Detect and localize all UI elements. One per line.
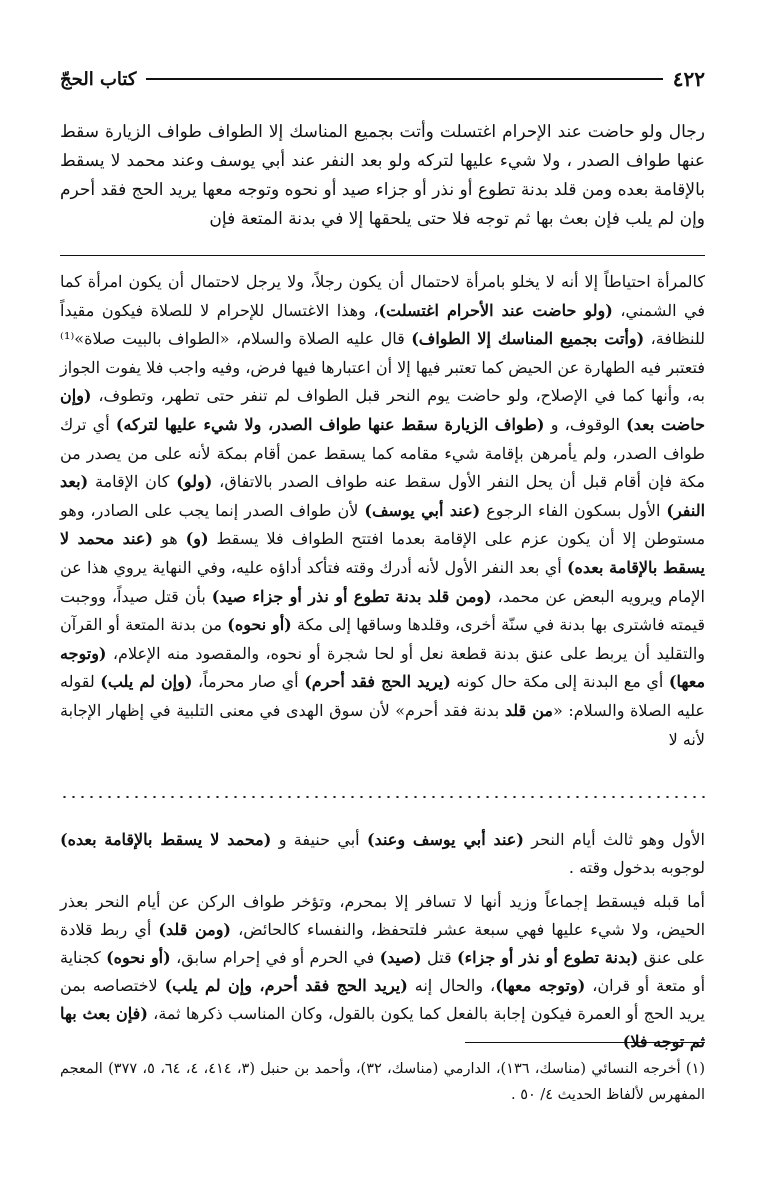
commentary-text: لقوله عليه الصلاة والسلام: «	[60, 672, 705, 720]
commentary-paragraph	[60, 268, 705, 754]
main-text-divider	[60, 255, 705, 256]
gloss-text: ، والحال إنه	[407, 976, 496, 995]
commentary-text: الأول بسكون الفاء الرجوع	[480, 500, 667, 520]
page-number: ٤٢٢	[672, 67, 705, 91]
dotted-divider	[60, 796, 705, 798]
gloss-quote: (ومن قلد)	[158, 920, 231, 939]
gloss-quote: (عند أبي يوسف وعند)	[367, 830, 524, 849]
commentary-text: قال عليه الصلاة والسلام، «الطواف بالبيت صلاة»⁽¹⁾ فتعتبر فيه الطهارة عن الحيض كما تعتبر فيها إلا أن اعتبارها فيها فرض، وفيه واجب فلا يفوت الجواز به، وأنها كما في الإصلاح، ولو حاضت يوم النحر قبل الطواف لم تنفر حتى تطهر، وتطوف،	[60, 329, 705, 406]
gloss-text: أبي حنيفة و	[271, 830, 367, 849]
commentary-text: كالمرأة احتياطاً إلا أنه لا يخلو بامرأة لاحتمال أن يكون رجلاً، ولا يرجل لاحتمال أن يكون امرأة كما في الشمني،	[60, 272, 706, 320]
commentary-quote: (عند محمد لا يسقط بالإقامة بعده)	[60, 529, 706, 577]
commentary-text: من بدنة المتعة أو القرآن والتقليد أن يربط على عنق بدنة قطعة نعل أو لحا شجرة أو نحوه، والمقصود منه الإعلام،	[60, 615, 705, 663]
commentary-text: هو	[152, 529, 186, 549]
commentary-text: أي ترك طواف الصدر، ولم يأمرهن بإقامة شيء مقامه كما يسقط عمن أقام بمكة لأنه على من يصدر من مكة فإن أقام قبل أن يحل النفر الأول سقط عنه طواف الصدر بالاتفاق،	[60, 414, 706, 492]
gloss-text: قتل	[421, 948, 457, 967]
commentary-quote: (وإن حاضت بعد)	[60, 386, 706, 434]
gloss-text: الأول وهو ثالث أيام النحر	[523, 830, 706, 849]
gloss-block	[60, 826, 705, 1056]
commentary-text: بأن قتل صيداً، ووجبت قيمته فاشترى بها بدنة في سنّة أخرى، وقلدها وساقها إلى مكة	[60, 586, 706, 635]
gloss-text: لاختصاصه بمن يريد الحج أو العمرة فيكون إجابة بالفعل كما يكون بالقول، وكان المناسب ذكرها ثمة،	[60, 976, 705, 1023]
commentary-quote: (ولو)	[176, 472, 213, 492]
gloss-text: لوجوبه بدخول وقته .	[568, 858, 705, 877]
main-text: رجال ولو حاضت عند الإحرام اغتسلت وأتت بجميع المناسك إلا الطواف طواف الزيارة سقط عنها طواف الصدر ، ولا شيء عليها لتركه ولو بعد النفر عند أبي يوسف وعند محمد لا يسقط بالإقامة بعده ومن قلد بدنة تطوع أو نذر أو جزاء صيد أو نحوه وتوجه معها يريد الحج فقد أحرم وإن لم يلب فإن بعث بها ثم توجه فلا حتى يلحقها إلا في بدنة المتعة فإن	[60, 122, 705, 229]
gloss-text: أما قبله فيسقط إجماعاً وزيد أنها لا تسافر إلا بمحرم، وتؤخر طواف الركن عن أيام النحر بعذر الحيض، ولا شيء عليها فهي سبعة عشر فلتحفظ، والنفساء كالحائض،	[60, 892, 706, 939]
commentary-quote: (ومن قلد بدنة تطوع أو نذر أو جزاء صيد)	[211, 586, 492, 606]
commentary-text: أي صار محرماً،	[192, 672, 305, 692]
page-header	[60, 64, 705, 94]
gloss-quote: (أو نحوه)	[106, 948, 171, 967]
gloss-text: في الحرم أو في إحرام سابق،	[170, 948, 380, 967]
commentary-quote: (بعد النفر)	[60, 472, 706, 520]
footnote-divider	[465, 1042, 705, 1043]
gloss-quote: (فإن بعث بها ثم توجه فلا)	[60, 1004, 705, 1051]
commentary-quote: (أو نحوه)	[227, 615, 292, 635]
commentary-quote: (وأتت بجميع المناسك إلا الطواف)	[411, 329, 645, 349]
main-text-block	[60, 118, 705, 234]
gloss-paragraph-2	[60, 888, 705, 1056]
commentary-text: بدنة فقد أحرم» لأن سوق الهدى في معنى التلبية في إظهار الإجابة لأنه لا	[60, 700, 705, 749]
gloss-text: أي ربط قلادة على عنق	[60, 920, 706, 967]
footnote-text: (١) أخرجه النسائي (مناسك، ١٣٦)، الدارمي (مناسك، ٣٢)، وأحمد بن حنبل (٣، ٤١٤، ٤، ٦٤، ٥، ٣٧٧) المعجم المفهرس لألفاظ الحديث ٤/ ٥٠ .	[60, 1061, 706, 1103]
gloss-quote: (محمد لا يسقط بالإقامة بعده)	[60, 830, 272, 849]
commentary-quote: (وتوجه معها)	[60, 643, 706, 692]
gloss-paragraph-1	[60, 826, 705, 882]
commentary-text: الوقوف، و	[544, 414, 627, 434]
gloss-quote: (وتوجه معها)	[495, 976, 586, 995]
commentary-text: أي مع البدنة إلى مكة حال كونه	[450, 672, 669, 692]
commentary-quote: (يريد الحج فقد أحرم)	[304, 672, 451, 692]
gloss-quote: (بدنة تطوع أو نذر أو جزاء)	[457, 948, 639, 967]
commentary-quote: (ولو حاضت عند الأحرام اغتسلت)	[378, 300, 613, 320]
commentary-quote: (طواف الزيارة سقط عنها طواف الصدر، ولا شيء عليها لتركه)	[115, 414, 545, 434]
commentary-quote: (وإن لم يلب)	[100, 672, 193, 692]
header-rule	[146, 78, 662, 80]
commentary-quote: (عند أبي يوسف)	[364, 500, 481, 520]
commentary-text: كان الإقامة	[88, 472, 177, 492]
commentary-quote: من قلد	[504, 700, 553, 720]
commentary-text: لأن طواف الصدر إنما يجب على الصادر، وهو مستوطن إلا أن يكون عزم على الإقامة بعدما افتتح الطواف فلا يسقط	[60, 500, 706, 549]
commentary-quote: (و)	[185, 529, 209, 549]
commentary-text: ، وهذا الاغتسال للإحرام لا للصلاة فيكون مقيداً للنظافة،	[60, 300, 706, 349]
footnote-block	[60, 1056, 705, 1108]
gloss-quote: (صيد)	[379, 948, 422, 967]
commentary-text: أي بعد النفر الأول لأنه أدرك وقته فتأكد أداؤه عليه، وفي النهاية يروي هذا عن الإمام ويرويه البعض عن محمد،	[60, 557, 705, 606]
gloss-text: كجناية أو متعة أو قران،	[60, 948, 706, 995]
commentary-block	[60, 268, 705, 754]
book-title: كتاب الحجّ	[60, 68, 137, 90]
gloss-quote: (يريد الحج فقد أحرم، وإن لم يلب)	[164, 976, 408, 995]
